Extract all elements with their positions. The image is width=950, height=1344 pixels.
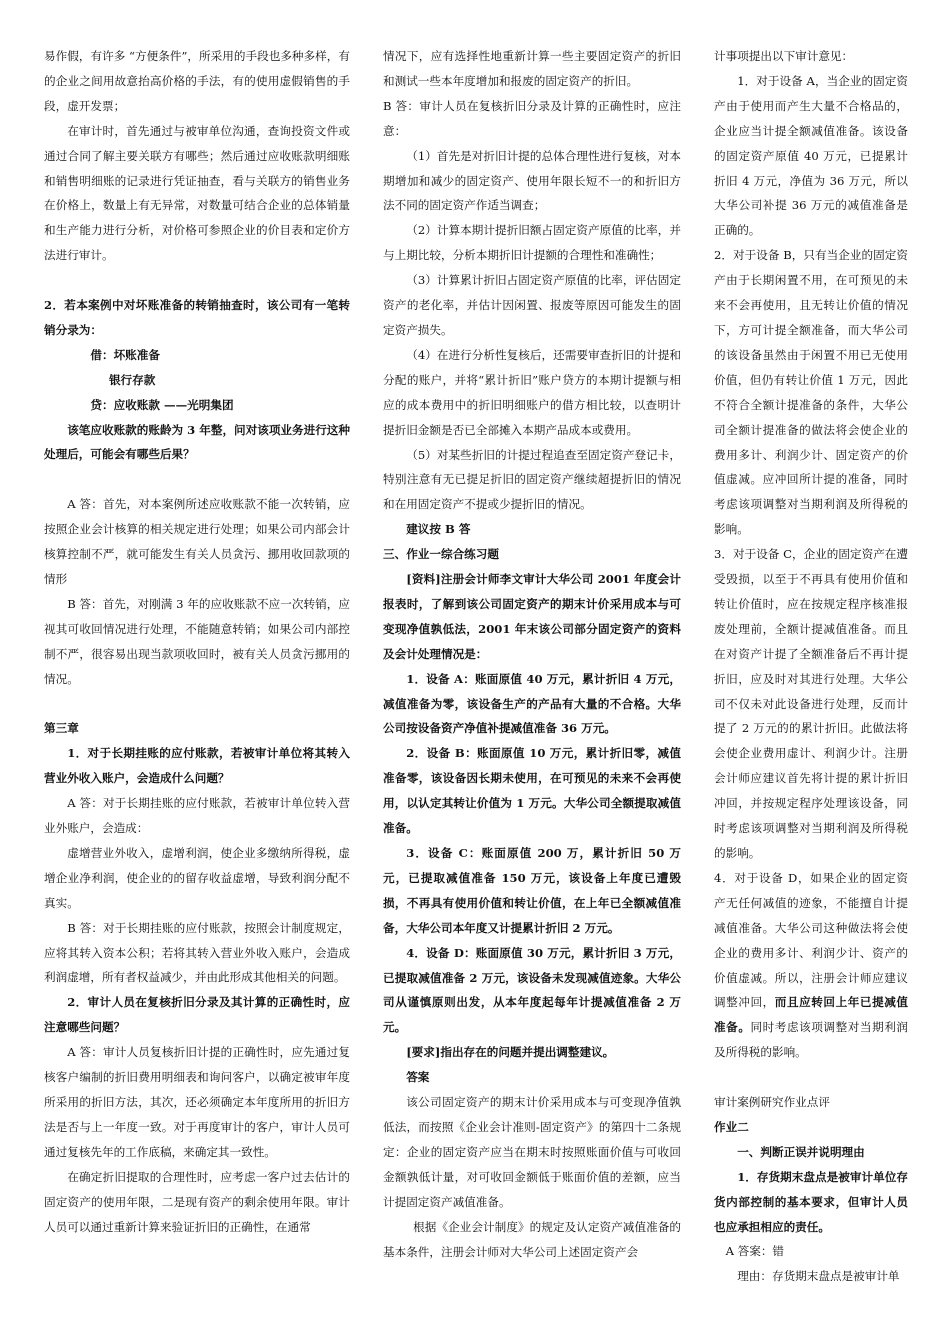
list-item: （4）在进行分析性复核后，还需要审查折旧的计提和分配的账户，并将“累计折旧”账户贷方的本期计提额与相应的成本费用中的折旧明细账户的借方相比较，以查明计提折旧金额是否已全部摊入本期产品成本或费用。 <box>383 347 681 437</box>
answer-a: A 答：审计人员复核折旧计提的正确性时，应先通过复核客户编制的折旧费用明细表和询问客户，以确定被审年度所采用的折旧方法，其次，还必须确定本年度所用的折旧方法是否与上一年度一致。对于再度审计的客户，审计人员可通过复核先年的工作底稿，来确定其一致性。 <box>44 1045 350 1159</box>
opinion-d <box>714 866 908 1065</box>
paragraph: 在确定折旧提取的合理性时，应考虑一客户过去估计的固定资产的使用年限，二是现有资产的剩余使用年限。审计人员可以通过重新计算来验证折旧的正确性，在通常 <box>44 1169 350 1234</box>
paragraph: 易作假，有许多 “方便条件”，所采用的手段也多种多样，有的企业之间用故意抬高价格的手法，有的使用虚假销售的手段，虚开发票； <box>44 49 350 113</box>
list-item: （1）首先是对折旧计提的总体合理性进行复核，对本期增加和减少的固定资产、使用年限长短不一的和折旧方法不同的固定资产作适当调查； <box>383 148 681 213</box>
answer-b: B 答：对于长期挂账的应付账款，按照会计制度规定，应将其转入资本公积；若将其转入营业外收入账户，会造成利润虚增，所有者权益减少，并由此形成其他相关的问题。 <box>44 920 350 985</box>
suggestion: 建议按 B 答 <box>406 522 471 537</box>
journal-entry-debit: 借：坏账准备 <box>90 347 160 362</box>
list-item: （3）计算累计折旧占固定资产原值的比率，评估固定资产的老化率，并估计因闲置、报废等原因可能发生的固定资产损失。 <box>383 273 681 337</box>
equipment-c: 3．设备 C：账面原值 200 万，累计折旧 50 万元，已提取减值准备 150 万元，该设备上年度已遭毁损，不再具有使用价值和转让价值，在上年已全额减值准备，大华公司本年度又计提累计折旧 2 万元。 <box>383 846 681 935</box>
question-heading: 1．对于长期挂账的应付账款，若被审计单位将其转入营业外收入账户，会造成什么问题？ <box>44 746 350 786</box>
column-left <box>44 44 350 1239</box>
equipment-b: 2．设备 B：账面原值 10 万元，累计折旧零，减值准备零，该设备因长期未使用，在可预见的未来不会再使用，以认定其转让价值为 1 万元。大华公司全额提取减值准备。 <box>383 746 681 836</box>
opinion-d-bold: 而且应转回上年已提减值准备。 <box>714 995 908 1035</box>
paragraph: 情况下，应有选择性地重新计算一些主要固定资产的折旧和测试一些本年度增加和报废的固定资产的折旧。 <box>383 49 681 88</box>
paragraph: 该公司固定资产的期末计价采用成本与可变现净值孰低法，而按照《企业会计准则-固定资产》的第四十二条规定：企业的固定资产应当在期末时按照账面价值与可收回金额孰低计量，对可收回金额低于账面价值的差额，应当计提固定资产减值准备。 <box>383 1095 681 1209</box>
opinion-d-tail: 同时考虑该项调整对当期利润及所得税的影响。 <box>714 1020 908 1060</box>
requirement: [要求]指出存在的问题并提出调整建议。 <box>406 1045 615 1060</box>
question-text: 该笔应收账款的账龄为 3 年整，问对该项业务进行这种处理后，可能会有哪些后果？ <box>44 422 350 462</box>
question-heading: 2．若本案例中对坏账准备的转销抽查时，该公司有一笔转销分录为： <box>44 298 350 337</box>
paragraph: 计事项提出以下审计意见： <box>714 49 854 63</box>
column-middle <box>383 44 681 1264</box>
material: [资料]注册会计师李文审计大华公司 2001 年度会计报表时，了解到该公司固定资产的期末计价采用成本与可变现净值孰低法，2001 年末该公司部分固定资产的资料及会计处理情况是： <box>383 572 681 661</box>
column-right <box>714 44 908 1289</box>
homework-heading: 作业二 <box>714 1119 749 1134</box>
answer-b: B 答：审计人员在复核折旧分录及计算的正确性时，应注意： <box>383 98 681 138</box>
equipment-d: 4．设备 D：账面原值 30 万元，累计折旧 3 万元，已提取减值准备 2 万元，该设备未发现减值迹象。大华公司从谨慎原则出发，从本年度起每年计提减值准备 2 万元。 <box>383 945 681 1035</box>
section-title: 审计案例研究作业点评 <box>714 1095 830 1110</box>
judge-question: 1．存货期末盘点是被审计单位存货内部控制的基本要求，但审计人员也应承担相应的责任。 <box>714 1169 908 1234</box>
opinion-c: 3．对于设备 C，企业的固定资产在遭受毁损，以至于不再具有使用价值和转让价值时，应在按规定程序核准报废处理前，全额计提减值准备。而且在对资产计提了全额准备后不再计提折旧，应及时对其进行处理。大华公司不仅未对此设备进行处理，反而计提了 2 万元的的累计折旧。此做法将会使企业费用虚计、利润少计。注册会计师应建议首先将计提的累计折旧冲回，并按规定程序处理该设备，同时考虑该项调整对当期利润及所得税的影响。 <box>714 547 908 860</box>
list-item: （2）计算本期计提折旧额占固定资产原值的比率，并与上期比较，分析本期折旧计提额的合理性和准确性； <box>383 223 681 263</box>
answer-a: A 答：对于长期挂账的应付账款，若被审计单位转入营业外账户，会造成： <box>44 796 350 836</box>
journal-entry-bank: 银行存款 <box>108 372 156 387</box>
list-item: （5）对某些折旧的计提过程追查至固定资产登记卡，特别注意有无已提足折旧的固定资产继续超提折旧的情况和在用固定资产不提或少提折旧的情况。 <box>383 447 681 512</box>
paragraph: 在审计时，首先通过与被审单位沟通，查询投资文件或通过合同了解主要关联方有哪些；然后通过应收账款明细账和销售明细账的记录进行凭证抽查，看与关联方的销售业务在价格上，数量上有无异常，对数量可结合企业的总体销量和生产能力进行分析，对价格可参照企业的价目表和定价方法进行审计。 <box>44 123 350 263</box>
section-heading: 三、作业一综合练习题 <box>383 547 499 562</box>
journal-entry-credit: 贷：应收账款 ——光明集团 <box>90 397 234 412</box>
opinion-b: 2．对于设备 B，只有当企业的固定资产由于长期闲置不用，在可预见的未来不会再使用，且无转让价值的情况下，方可计提全额准备，而大华公司的该设备虽然由于闲置不用已无使用价值，但仍有转让价值 1 万元，因此不符合全额计提准备的条件，大华公司全额计提准备的做法将会使企业的费用多计、利润少计、固定资产的价值虚减。应冲回所计提的准备，同时考虑该项调整对当期利润及所得税的影响。 <box>714 248 908 537</box>
paragraph: 虚增营业外收入，虚增利润，使企业多缴纳所得税，虚增企业净利润，使企业的的留存收益虚增，导致利润分配不真实。 <box>44 845 350 910</box>
judge-answer: A 答案：错 <box>725 1244 785 1259</box>
paragraph: 根据《企业会计制度》的规定及认定资产减值准备的基本条件，注册会计师对大华公司上述固定资产会 <box>383 1219 681 1259</box>
judge-heading: 一、判断正误并说明理由 <box>737 1144 865 1159</box>
answer-b: B 答：首先，对刚满 3 年的应收账款不应一次转销，应视其可收回情况进行处理，不能随意转销；如果公司内部控制不严，很容易出现当款项收回时，被有关人员贪污挪用的情况。 <box>44 596 350 686</box>
equipment-a: 1．设备 A：账面原值 40 万元，累计折旧 4 万元，减值准备为零，该设备生产的产品有大量的不合格。大华公司按设备资产净值补提减值准备 36 万元。 <box>383 671 681 736</box>
chapter-heading: 第三章 <box>44 721 79 736</box>
judge-reason: 理由：存货期末盘点是被审计单 <box>737 1269 900 1284</box>
opinion-d-text: 4．对于设备 D，如果企业的固定资产无任何减值的迹象，不能擅自计提减值准备。大华公司这种做法将会使企业的费用多计、利润少计、资产的价值虚减。所以，注册会计师应建议调整冲回， <box>714 870 908 1010</box>
question-heading: 2．审计人员在复核折旧分录及其计算的正确性时，应注意哪些问题？ <box>44 995 350 1035</box>
answer-heading: 答案 <box>406 1070 430 1085</box>
opinion-a: 1．对于设备 A，当企业的固定资产由于使用而产生大量不合格品的，企业应当计提全额减值准备。该设备的固定资产原值 40 万元，已提累计折旧 4 万元，净值为 36 万元，所以大华公司补提 36 万元的减值准备是正确的。 <box>714 73 908 238</box>
answer-a: A 答：首先，对本案例所述应收账款不能一次转销，应按照企业会计核算的相关规定进行处理；如果公司内部会计核算控制不严，就可能发生有关人员贪污、挪用收回款项的情形 <box>44 497 350 586</box>
